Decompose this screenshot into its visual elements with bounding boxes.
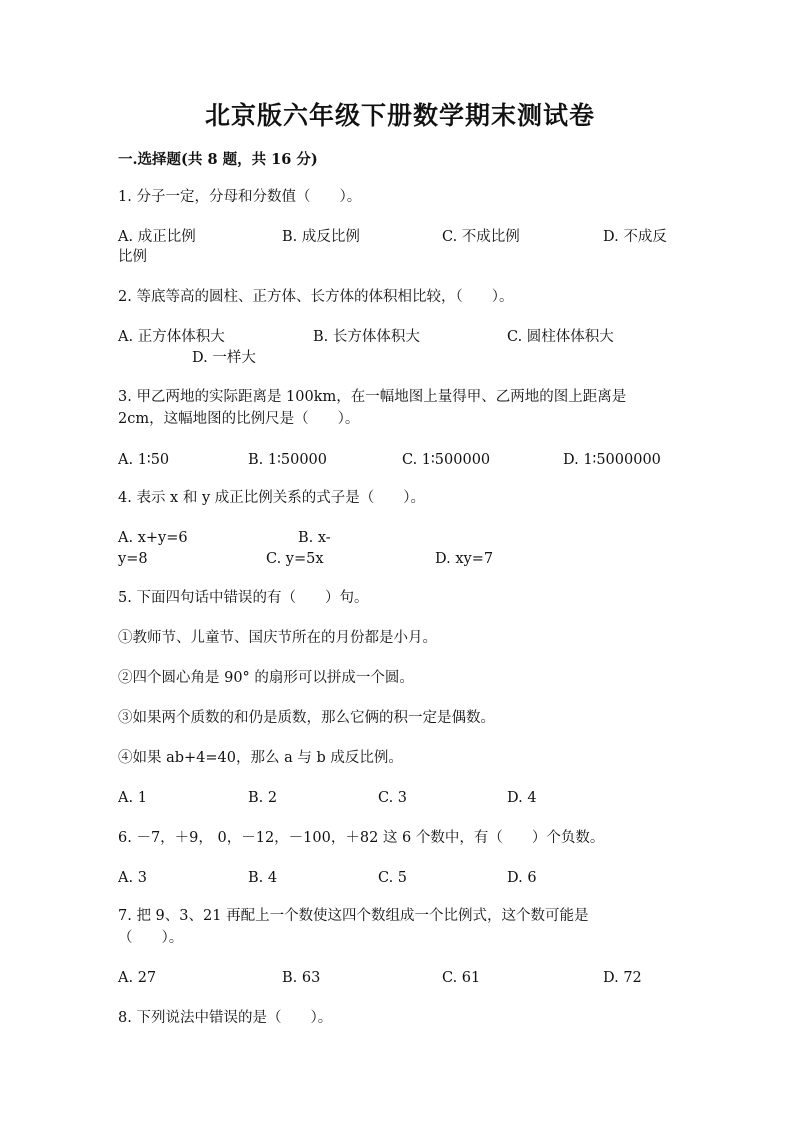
- question-1-stem: 1. 分子一定，分母和分数值（ ）。: [118, 189, 362, 205]
- question-6-stem: 6. －7，＋9， 0，－12，－100，＋82 这 6 个数中，有（ ）个负数。: [118, 830, 605, 846]
- question-4-option-c: C. y=5x: [266, 551, 324, 567]
- question-5-statement-4: ④如果 ab+4=40，那么 a 与 b 成反比例。: [118, 750, 403, 766]
- question-7-stem-line-1: 7. 把 9、3、21 再配上一个数使这四个数组成一个比例式，这个数可能是: [118, 908, 589, 924]
- question-7-option-b: B. 63: [282, 970, 321, 986]
- question-3-option-a: A. 1∶50: [118, 452, 170, 468]
- question-5-stem: 5. 下面四句话中错误的有（ ）句。: [118, 590, 369, 606]
- question-1-option-a: A. 成正比例: [118, 229, 196, 245]
- question-7-stem-line-2: （ ）。: [118, 930, 184, 946]
- question-3-option-d: D. 1∶5000000: [563, 452, 661, 468]
- question-6-option-c: C. 5: [378, 870, 408, 886]
- question-1-option-b: B. 成反比例: [282, 229, 360, 245]
- question-6-option-a: A. 3: [118, 870, 147, 886]
- question-5-option-d: D. 4: [507, 790, 537, 806]
- question-2-stem: 2. 等底等高的圆柱、正方体、长方体的体积相比较，（ ）。: [118, 289, 514, 305]
- question-3-stem-line-1: 3. 甲乙两地的实际距离是 100km，在一幅地图上量得甲、乙两地的图上距离是: [118, 389, 627, 405]
- question-7-option-c: C. 61: [442, 970, 481, 986]
- question-1-option-d: D. 不成反: [603, 229, 667, 245]
- question-5-statement-2: ②四个圆心角是 90° 的扇形可以拼成一个圆。: [118, 670, 414, 686]
- question-4-option-b-wrap: y=8: [118, 551, 148, 567]
- question-5-option-a: A. 1: [118, 790, 147, 806]
- question-2-option-c: C. 圆柱体体积大: [507, 329, 614, 345]
- question-4-option-a: A. x+y=6: [118, 530, 188, 546]
- question-4-option-d: D. xy=7: [435, 551, 494, 567]
- question-6-option-d: D. 6: [507, 870, 537, 886]
- question-2-option-a: A. 正方体体积大: [118, 329, 225, 345]
- page-title: 北京版六年级下册数学期末测试卷: [204, 101, 595, 130]
- question-5-option-c: C. 3: [378, 790, 408, 806]
- question-8-stem: 8. 下列说法中错误的是（ ）。: [118, 1010, 333, 1026]
- question-7-option-d: D. 72: [603, 970, 642, 986]
- question-3-option-b: B. 1∶50000: [248, 452, 327, 468]
- question-3-stem-line-2: 2cm，这幅地图的比例尺是（ ）。: [118, 411, 360, 427]
- question-6-option-b: B. 4: [248, 870, 278, 886]
- question-2-option-b: B. 长方体体积大: [313, 329, 420, 345]
- question-5-statement-1: ①教师节、儿童节、国庆节所在的月份都是小月。: [118, 630, 437, 646]
- question-5-option-b: B. 2: [248, 790, 278, 806]
- section-heading: 一.选择题(共 8 题，共 16 分): [118, 151, 318, 168]
- question-4-stem: 4. 表示 x 和 y 成正比例关系的式子是（ ）。: [118, 490, 425, 506]
- question-1-option-d-wrap: 比例: [118, 249, 147, 265]
- question-4-option-b: B. x-: [298, 530, 331, 546]
- question-5-statement-3: ③如果两个质数的和仍是质数，那么它俩的积一定是偶数。: [118, 710, 495, 726]
- question-1-option-c: C. 不成比例: [442, 229, 520, 245]
- question-3-option-c: C. 1∶500000: [402, 452, 491, 468]
- question-2-option-d: D. 一样大: [192, 350, 256, 366]
- question-7-option-a: A. 27: [118, 970, 157, 986]
